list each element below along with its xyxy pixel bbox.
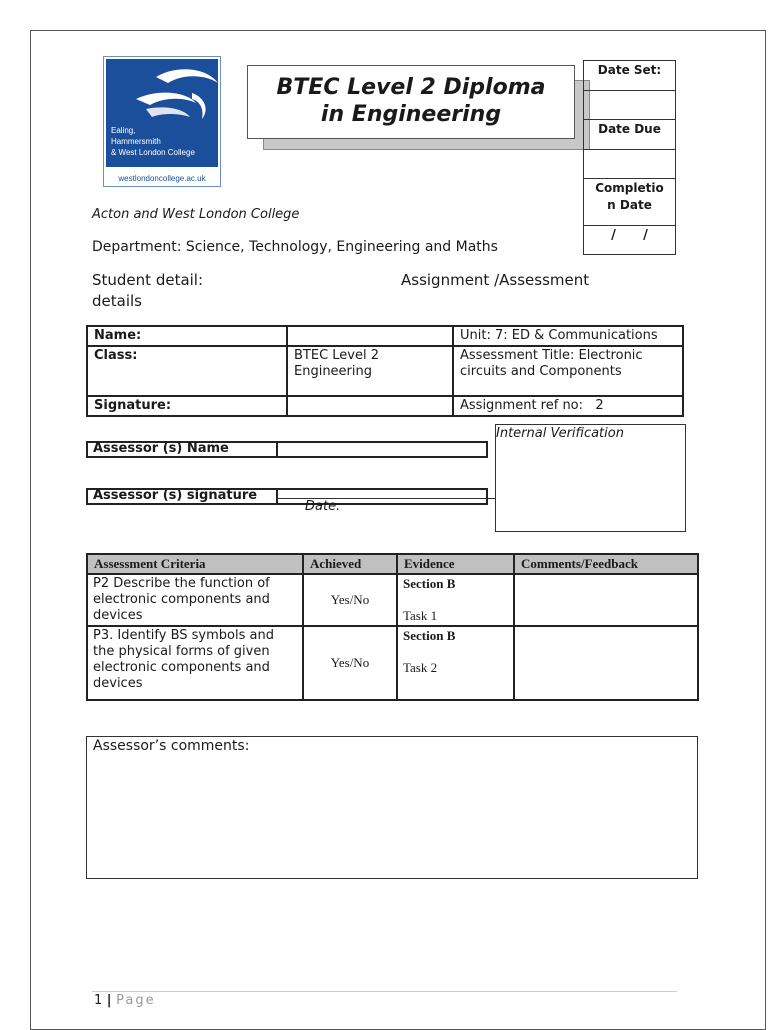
criteria-cell: P2 Describe the function of electronic components and devices (87, 574, 303, 626)
header-comments: Comments/Feedback (514, 554, 698, 574)
footer-separator: | (102, 993, 117, 1008)
unit-cell: Unit: 7: ED & Communications (453, 326, 683, 346)
table-header-row (87, 554, 698, 574)
date-due-label: Date Due (584, 120, 675, 150)
dates-box (583, 60, 676, 255)
logo-url: westlondoncollege.ac.uk (118, 174, 206, 183)
table-row (87, 346, 683, 396)
assessor-signature-label: Assessor (s) signature (93, 488, 258, 503)
comments-cell[interactable] (514, 626, 698, 700)
student-detail-heading: Student detail: (92, 271, 204, 289)
signature-value[interactable] (287, 396, 453, 416)
department: Department: Science, Technology, Engineering and Maths (92, 239, 498, 255)
assessor-comments-label: Assessor’s comments: (93, 738, 250, 754)
student-details-table (86, 325, 684, 417)
table-row (87, 326, 683, 346)
header-assessment-criteria: Assessment Criteria (87, 554, 303, 574)
logo-emblem (106, 59, 218, 167)
header-evidence: Evidence (397, 554, 514, 574)
title-line-2: in Engineering (320, 102, 502, 127)
footer-divider (92, 991, 677, 992)
class-label: Class: (87, 346, 287, 396)
page-title (247, 65, 575, 139)
table-row (87, 626, 698, 700)
logo-college-name: Ealing, Hammersmith & West London College (111, 126, 195, 157)
assignment-ref-cell: Assignment ref no: 2 (453, 396, 683, 416)
college-name: Acton and West London College (92, 207, 300, 222)
date-label: Date: (305, 499, 341, 514)
assessor-comments-box[interactable] (86, 736, 698, 879)
title-line-1: BTEC Level 2 Diploma (276, 75, 546, 100)
divider (276, 443, 278, 456)
name-value[interactable] (287, 326, 453, 346)
evidence-cell: Section B Task 2 (397, 626, 514, 700)
completion-date-value: / / (611, 228, 648, 243)
internal-verification-box (495, 424, 686, 532)
assessor-name-label: Assessor (s) Name (93, 441, 229, 456)
achieved-cell: Yes/No (303, 574, 397, 626)
header-achieved: Achieved (303, 554, 397, 574)
table-row (87, 574, 698, 626)
completion-date-label: Completio n Date (584, 179, 675, 226)
college-logo (103, 56, 221, 187)
assessment-title-cell: Assessment Title: Electronic circuits and Components (453, 346, 683, 396)
assessor-signature-row (86, 488, 488, 505)
criteria-cell: P3. Identify BS symbols and the physical forms of given electronic components and devices (87, 626, 303, 700)
evidence-cell: Section B Task 1 (397, 574, 514, 626)
table-row (87, 396, 683, 416)
date-set-value (584, 91, 675, 120)
assessment-criteria-table (86, 553, 699, 701)
internal-verification-label: Internal Verification (496, 426, 624, 441)
date-due-value (584, 150, 675, 179)
signature-label: Signature: (87, 396, 287, 416)
achieved-cell: Yes/No (303, 626, 397, 700)
class-value: BTEC Level 2 Engineering (287, 346, 453, 396)
page-word: Page (116, 993, 156, 1008)
date-set-label: Date Set: (584, 61, 675, 91)
assignment-heading: Assignment /Assessment (401, 271, 590, 289)
details-heading: details (92, 292, 142, 310)
page-footer (94, 993, 156, 1008)
assessor-name-row (86, 441, 488, 458)
page-number: 1 (94, 993, 103, 1008)
comments-cell[interactable] (514, 574, 698, 626)
divider (276, 490, 278, 503)
name-label: Name: (87, 326, 287, 346)
